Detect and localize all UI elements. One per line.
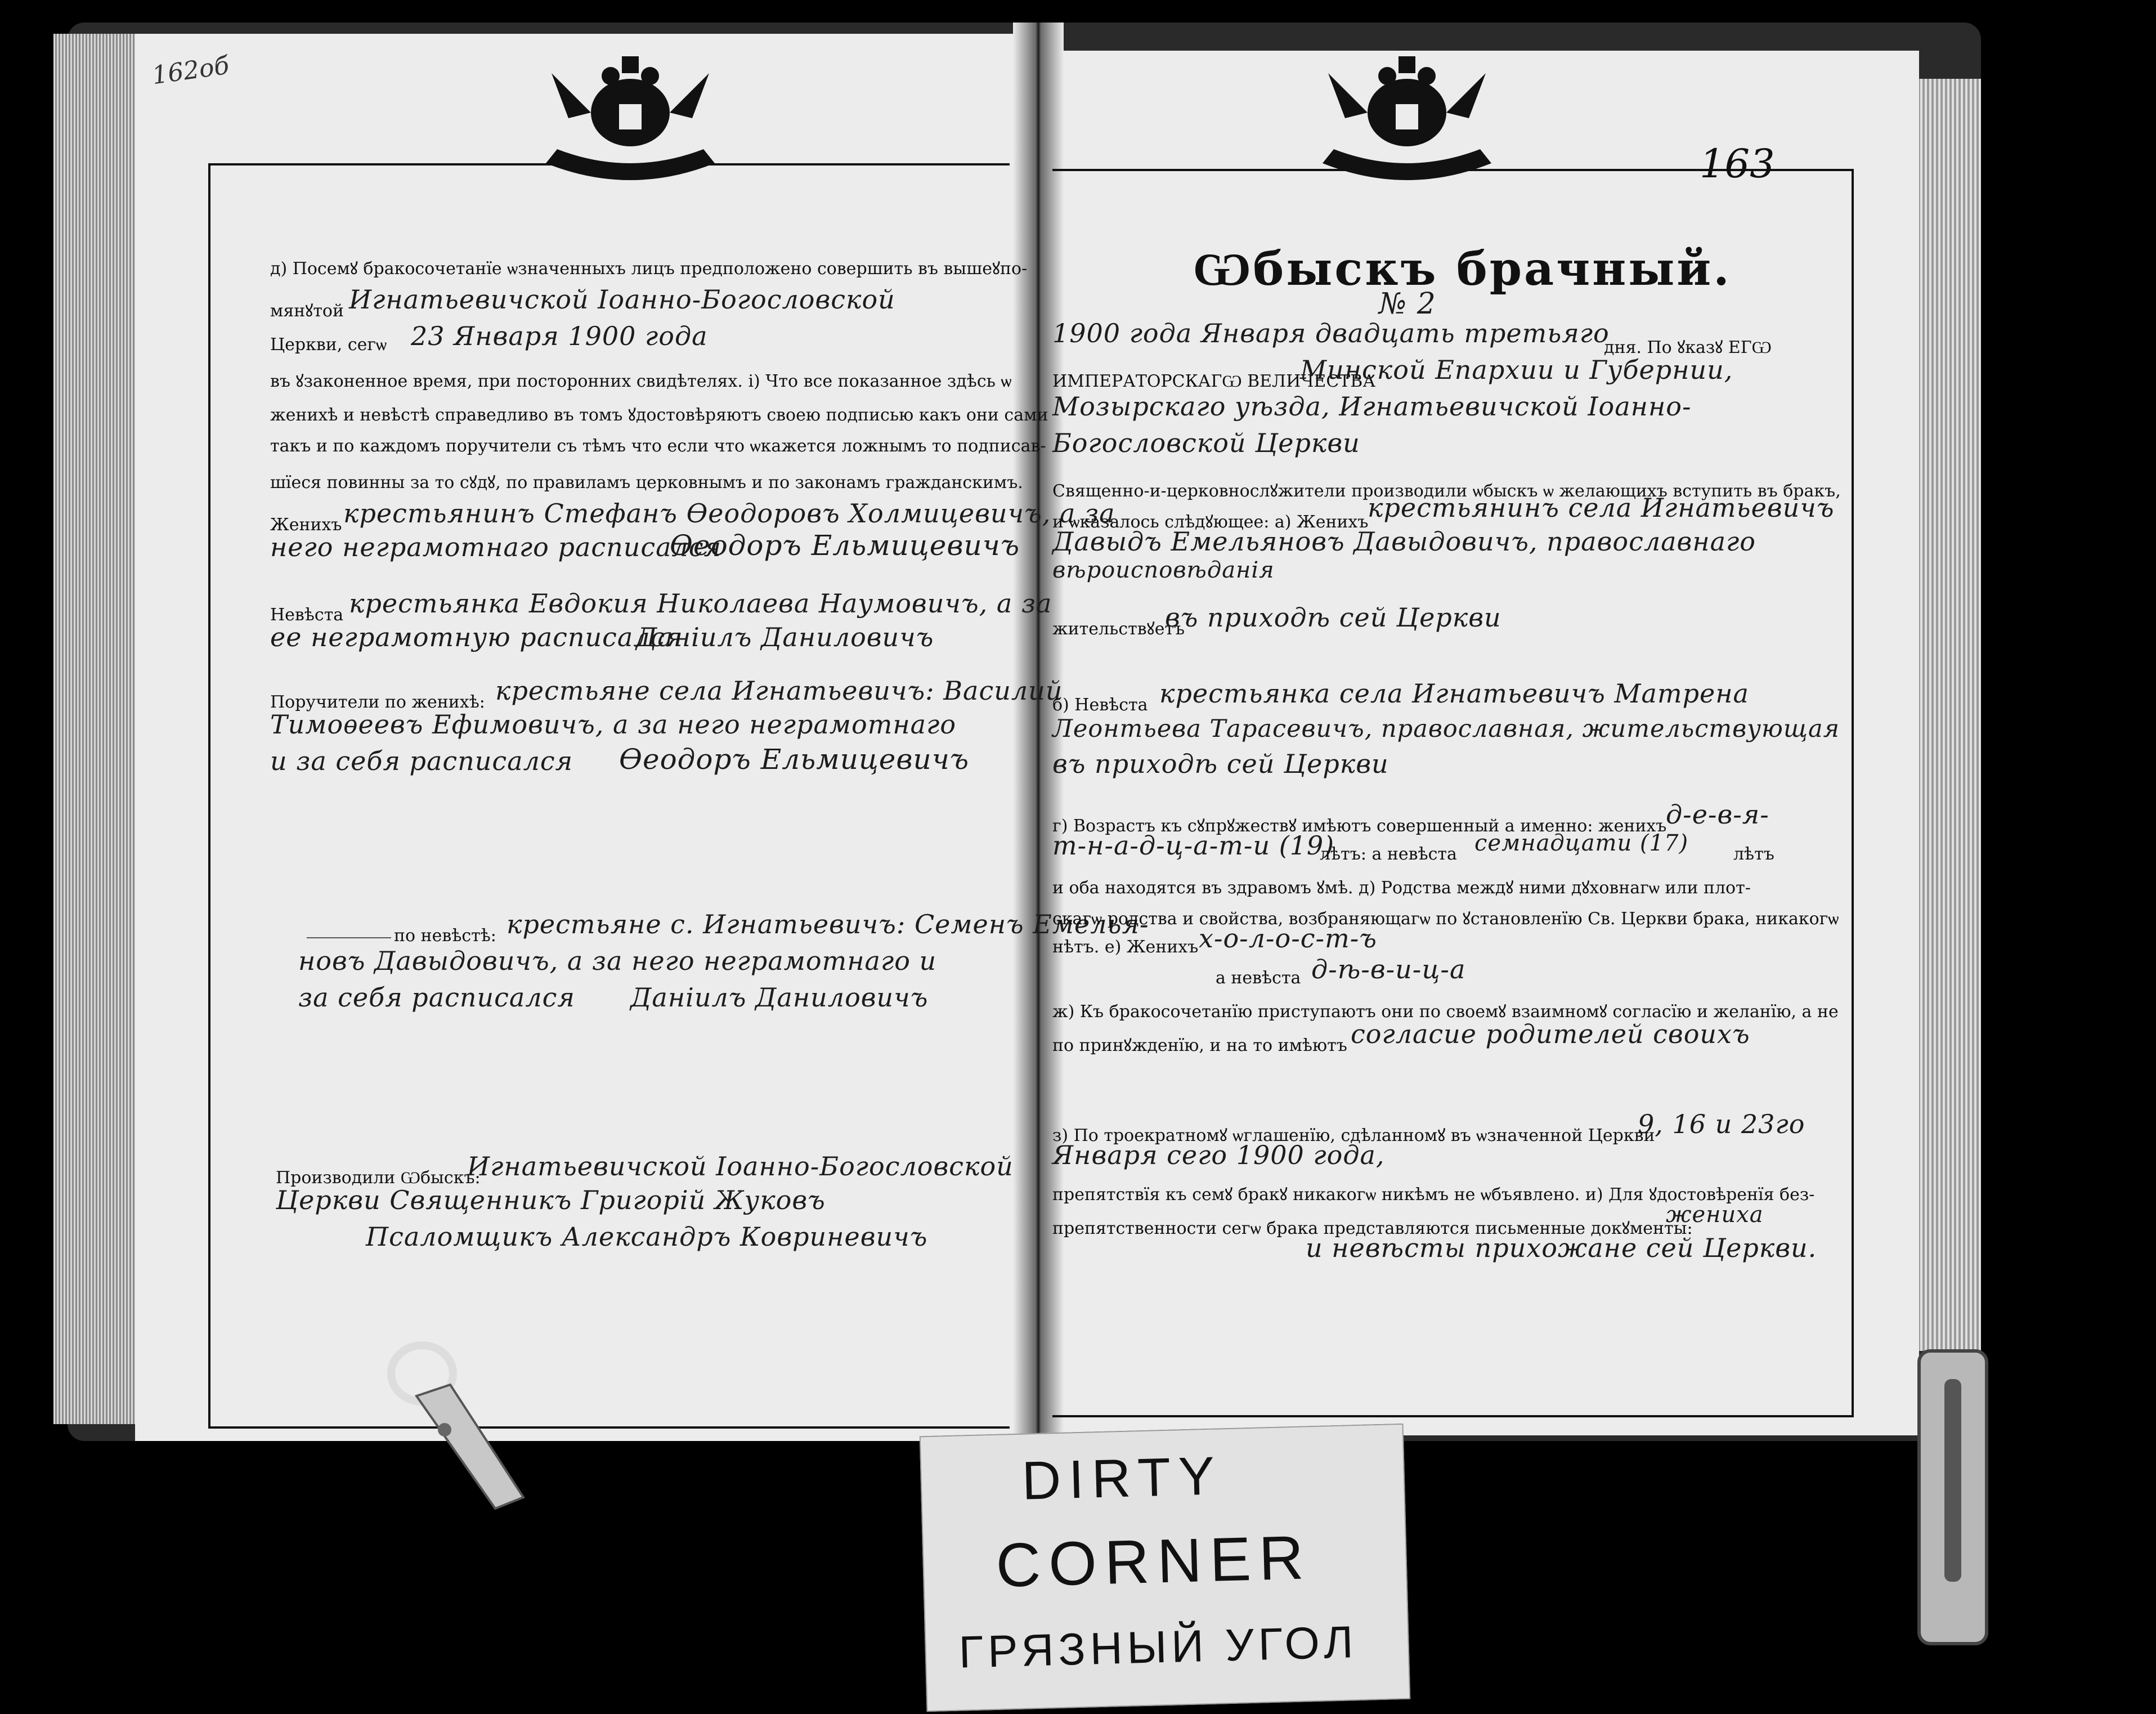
intro-printed2: ИМПЕРАТОРСКАГѠ ВЕЛИЧЕСТВА xyxy=(1052,372,1376,391)
double-headed-eagle-crest-left xyxy=(535,51,726,180)
banns-dates-hand: 9, 16 и 23го xyxy=(1638,1109,1805,1139)
intro-printed1: дня. По ꙋказꙋ ЕГѠ xyxy=(1604,338,1772,357)
age-line2-printed-b: лѣтъ xyxy=(1733,844,1774,864)
para-d-line1: д) Посемꙋ бракосочетанїе ѡзначенныхъ лицъ предположено совершить въ вышеꙋпо- xyxy=(270,259,1028,279)
dirty-corner-card xyxy=(920,1424,1411,1712)
groom-signature: Өеодоръ Ельмицевичъ xyxy=(670,529,1020,562)
card-line2: CORNER xyxy=(995,1523,1312,1600)
groom-guarantors-hand3: и за себя расписался xyxy=(270,746,573,776)
card-line1: DIRTY xyxy=(1021,1446,1223,1511)
card-line3: ГРЯЗНЫЙ УГОЛ xyxy=(958,1617,1359,1677)
banns-docs-hand1: жениха xyxy=(1666,1202,1764,1228)
groom-sign-hand2: него неграмотнаго расписался xyxy=(270,532,722,562)
bride-guarantors-signature: Даніилъ Даниловичъ xyxy=(630,982,929,1013)
consent-line1: ж) Къ бракосочетанїю приступаютъ они по своемꙋ взаимномꙋ согласїю и желанїю, а не xyxy=(1052,1002,1839,1022)
binder-clip-left xyxy=(383,1340,552,1542)
age-line6-printed: а невѣста xyxy=(1216,968,1301,988)
bride-guarantors-hand3: за себя расписался xyxy=(298,982,575,1013)
bride-hand3: въ приходѣ сей Церкви xyxy=(1052,749,1389,779)
age-line4: скагѡ родства и свойства, возбраняющагѡ по ꙋстановленїю Св. Церкви брака, никакогѡ xyxy=(1052,909,1839,929)
age-line3: и оба находятся въ здравомъ ꙋмѣ. д) Родства междꙋ ними дꙋховнагѡ или плот- xyxy=(1052,878,1751,898)
consent-line2-printed: по принꙋжденїю, и на то имѣютъ xyxy=(1052,1036,1347,1055)
binder-clip-right xyxy=(1908,1345,2003,1649)
intro-hand1: Минской Епархии и Губернии, xyxy=(1300,355,1733,385)
para-d-date-hand: 23 Января 1900 года xyxy=(411,321,708,351)
age-line1-printed: г) Возрастъ къ сꙋпрꙋжествꙋ имѣютъ совершенный а именно: женихъ xyxy=(1052,816,1667,836)
bride-guarantors-hand2: новъ Давыдовичъ, а за него неграмотнаго и xyxy=(298,946,937,976)
conducted-by-hand2: Церкви Священникъ Григорій Жуковъ xyxy=(276,1185,826,1215)
para-d-line5: женихѣ и невѣстѣ справедливо въ томъ ꙋдостовѣряютъ своею подписью какъ они сами xyxy=(270,405,1048,425)
bride-sign-label: Невѣста xyxy=(270,605,344,625)
page-title: Ѡбыскъ брачный. xyxy=(1193,242,1732,296)
conducted-by-hand1: Игнатьевичской Іоанно-Богословской xyxy=(467,1151,1014,1182)
groom-guarantors-signature: Өеодоръ Ельмицевичъ xyxy=(619,743,970,776)
bride-label: б) Невѣста xyxy=(1052,695,1148,715)
page-number: 163 xyxy=(1700,141,1775,187)
bride-hand2: Леонтьева Тарасевичъ, православная, жительствующая xyxy=(1052,715,1840,743)
page-edges-left xyxy=(53,34,138,1424)
intro-hand5: Давыдъ Емельяновъ Давыдовичъ, православнаго xyxy=(1052,526,1756,557)
bride-signature: Даніилъ Даниловичъ xyxy=(636,622,934,652)
banns-docs-hand2: и невѣсты прихожане сей Церкви. xyxy=(1306,1233,1817,1263)
intro-hand3: Богословской Церкви xyxy=(1052,428,1360,458)
groom-guarantors-label: Поручители по женихѣ: xyxy=(270,692,485,712)
intro-hand4: крестьянинъ села Игнатьевичъ xyxy=(1368,493,1835,523)
age-line2-hand-groom: т-н-а-д-ц-а-т-и (19) xyxy=(1052,830,1335,861)
residence-hand: въ приходѣ сей Церкви xyxy=(1165,602,1501,633)
intro-date-hand: 1900 года Января двадцать третьяго xyxy=(1052,318,1610,348)
groom-guarantors-hand2: Тимоѳеевъ Ефимовичъ, а за него неграмотнаго xyxy=(270,709,957,740)
intro-hand6: вѣроисповѣданія xyxy=(1052,557,1275,583)
residence-label: жительствꙋетъ xyxy=(1052,619,1185,639)
bride-sign-hand1: крестьянка Евдокия Николаева Наумовичъ, а за xyxy=(349,588,1052,619)
para-d-line2-label: мянꙋтой xyxy=(270,301,344,321)
bride-guarantors-label: по невѣстѣ: xyxy=(394,926,496,946)
left-corner-number: 162об xyxy=(150,51,231,91)
double-headed-eagle-crest-right xyxy=(1311,51,1503,180)
groom-sign-hand1: крестьянинъ Стефанъ Өеодоровъ Холмицевичъ, а за xyxy=(343,498,1115,529)
para-d-line3-label: Церкви, сегѡ xyxy=(270,335,387,355)
bride-sign-hand2: ее неграмотную расписался xyxy=(270,622,683,652)
page-edges-right xyxy=(1913,79,1981,1351)
blank-dash-line xyxy=(307,937,391,938)
groom-guarantors-hand1: крестьяне села Игнатьевичъ: Василий xyxy=(495,675,1063,706)
groom-status-hand: х-о-л-о-с-т-ъ xyxy=(1199,923,1377,954)
age-line5-printed: нѣтъ. е) Женихъ xyxy=(1052,937,1199,957)
bride-status-hand: д-ѣ-в-и-ц-а xyxy=(1311,954,1466,984)
bride-hand1: крестьянка села Игнатьевичъ Матрена xyxy=(1159,678,1749,709)
groom-sign-label: Женихъ xyxy=(270,515,342,535)
age-line2-printed: лѣтъ: а невѣста xyxy=(1320,844,1457,864)
intro-hand2: Мозырскаго уѣзда, Игнатьевичской Іоанно- xyxy=(1052,391,1692,422)
banns-month-hand: Января сего 1900 года, xyxy=(1052,1140,1385,1170)
para-d-line6: такъ и по каждомъ поручители съ тѣмъ что если что ѡкажется ложнымъ то подписав- xyxy=(270,436,1046,456)
banns-line1-printed: з) По троекратномꙋ ѡглашенїю, сдѣланномꙋ въ ѡзначенной Церкви xyxy=(1052,1126,1655,1145)
para-d-line7: шїеся повинны за то сꙋдꙋ, по правиламъ церковнымъ и по законамъ гражданскимъ. xyxy=(270,473,1023,493)
bride-guarantors-hand1: крестьяне с. Игнатьевичъ: Семенъ Емелья- xyxy=(506,909,1149,939)
para-d-church-hand: Игнатьевичской Іоанно-Богословской xyxy=(349,284,895,315)
conducted-by-label: Производили Ѡбыскъ: xyxy=(276,1168,481,1188)
conducted-by-hand3: Псаломщикъ Александръ Ковриневичъ xyxy=(366,1221,928,1252)
age-line2-hand-bride: семнадцати (17) xyxy=(1474,830,1689,856)
intro-printed4: и ѡказалось слѣдꙋющее: а) Женихъ xyxy=(1052,512,1369,532)
intro-printed3: Священно-и-церковнослꙋжители производили ѡбыскъ ѡ желающихъ вступить въ бракъ, xyxy=(1052,481,1841,501)
age-line1-hand: д-е-в-я- xyxy=(1666,799,1769,830)
consent-hand: согласие родителей своихъ xyxy=(1351,1019,1750,1049)
record-number: № 2 xyxy=(1379,287,1436,321)
banns-line3: препятствїя къ семꙋ бракꙋ никакогѡ никѣмъ не ѡбъявлено. и) Для ꙋдостовѣренїя без- xyxy=(1052,1185,1815,1205)
para-d-line4: въ ꙋзаконенное время, при посторонних свидѣтелях. і) Что все показанное здѣсь ѡ xyxy=(270,372,1012,391)
banns-line4-printed: препятственности сегѡ брака представляются письменные докꙋменты: xyxy=(1052,1219,1693,1238)
